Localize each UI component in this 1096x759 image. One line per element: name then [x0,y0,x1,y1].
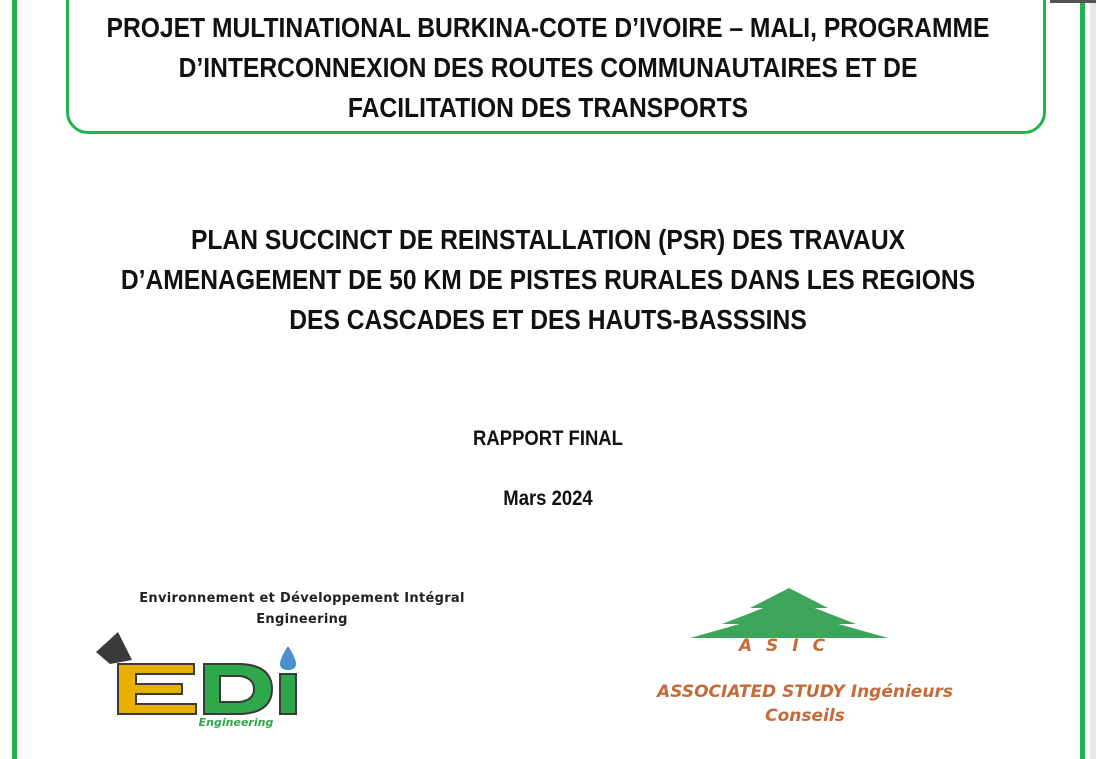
edi-name-line: Engineering [256,612,348,627]
page-border-right [1080,0,1085,759]
asic-name-line: Conseils [765,706,845,726]
edi-company-name [132,588,472,630]
report-date: Mars 2024 [503,487,593,510]
asic-company-name [630,680,980,728]
header-line: FACILITATION DES TRANSPORTS [347,92,749,123]
document-title [66,220,1030,340]
asic-name-line: ASSOCIATED STUDY Ingénieurs [657,682,953,702]
report-type: RAPPORT FINAL [473,427,623,450]
header-line: PROJET MULTINATIONAL BURKINA-COTE D’IVOIRE – MALI, PROGRAMME [106,12,990,43]
edi-logo-icon [96,630,316,730]
header-title [66,8,1030,128]
page-shadow [1090,0,1096,759]
edi-logo-arrow [96,632,132,664]
edi-logo-letter-e [118,664,196,714]
asic-logo-letters: ASIC [738,636,840,656]
page-border-left [12,0,17,759]
header-line: D’INTERCONNEXION DES ROUTES COMMUNAUTAIRES ET DE [178,52,918,83]
top-edge [1050,0,1096,3]
asic-logo-icon [678,586,900,656]
edi-name-line: Environnement et Développement Intégral [139,591,465,606]
title-line: PLAN SUCCINCT DE REINSTALLATION (PSR) DES TRAVAUX [190,224,906,255]
asic-logo-tier-3 [690,610,888,638]
edi-logo-drop [280,646,296,670]
edi-logo-letter-d [204,664,272,714]
title-line: DES CASCADES ET DES HAUTS-BASSSINS [289,304,807,335]
edi-logo-tagline: Engineering [198,716,274,729]
edi-logo-letter-i [280,674,296,714]
title-line: D’AMENAGEMENT DE 50 KM DE PISTES RURALES DANS LES REGIONS [120,264,976,295]
